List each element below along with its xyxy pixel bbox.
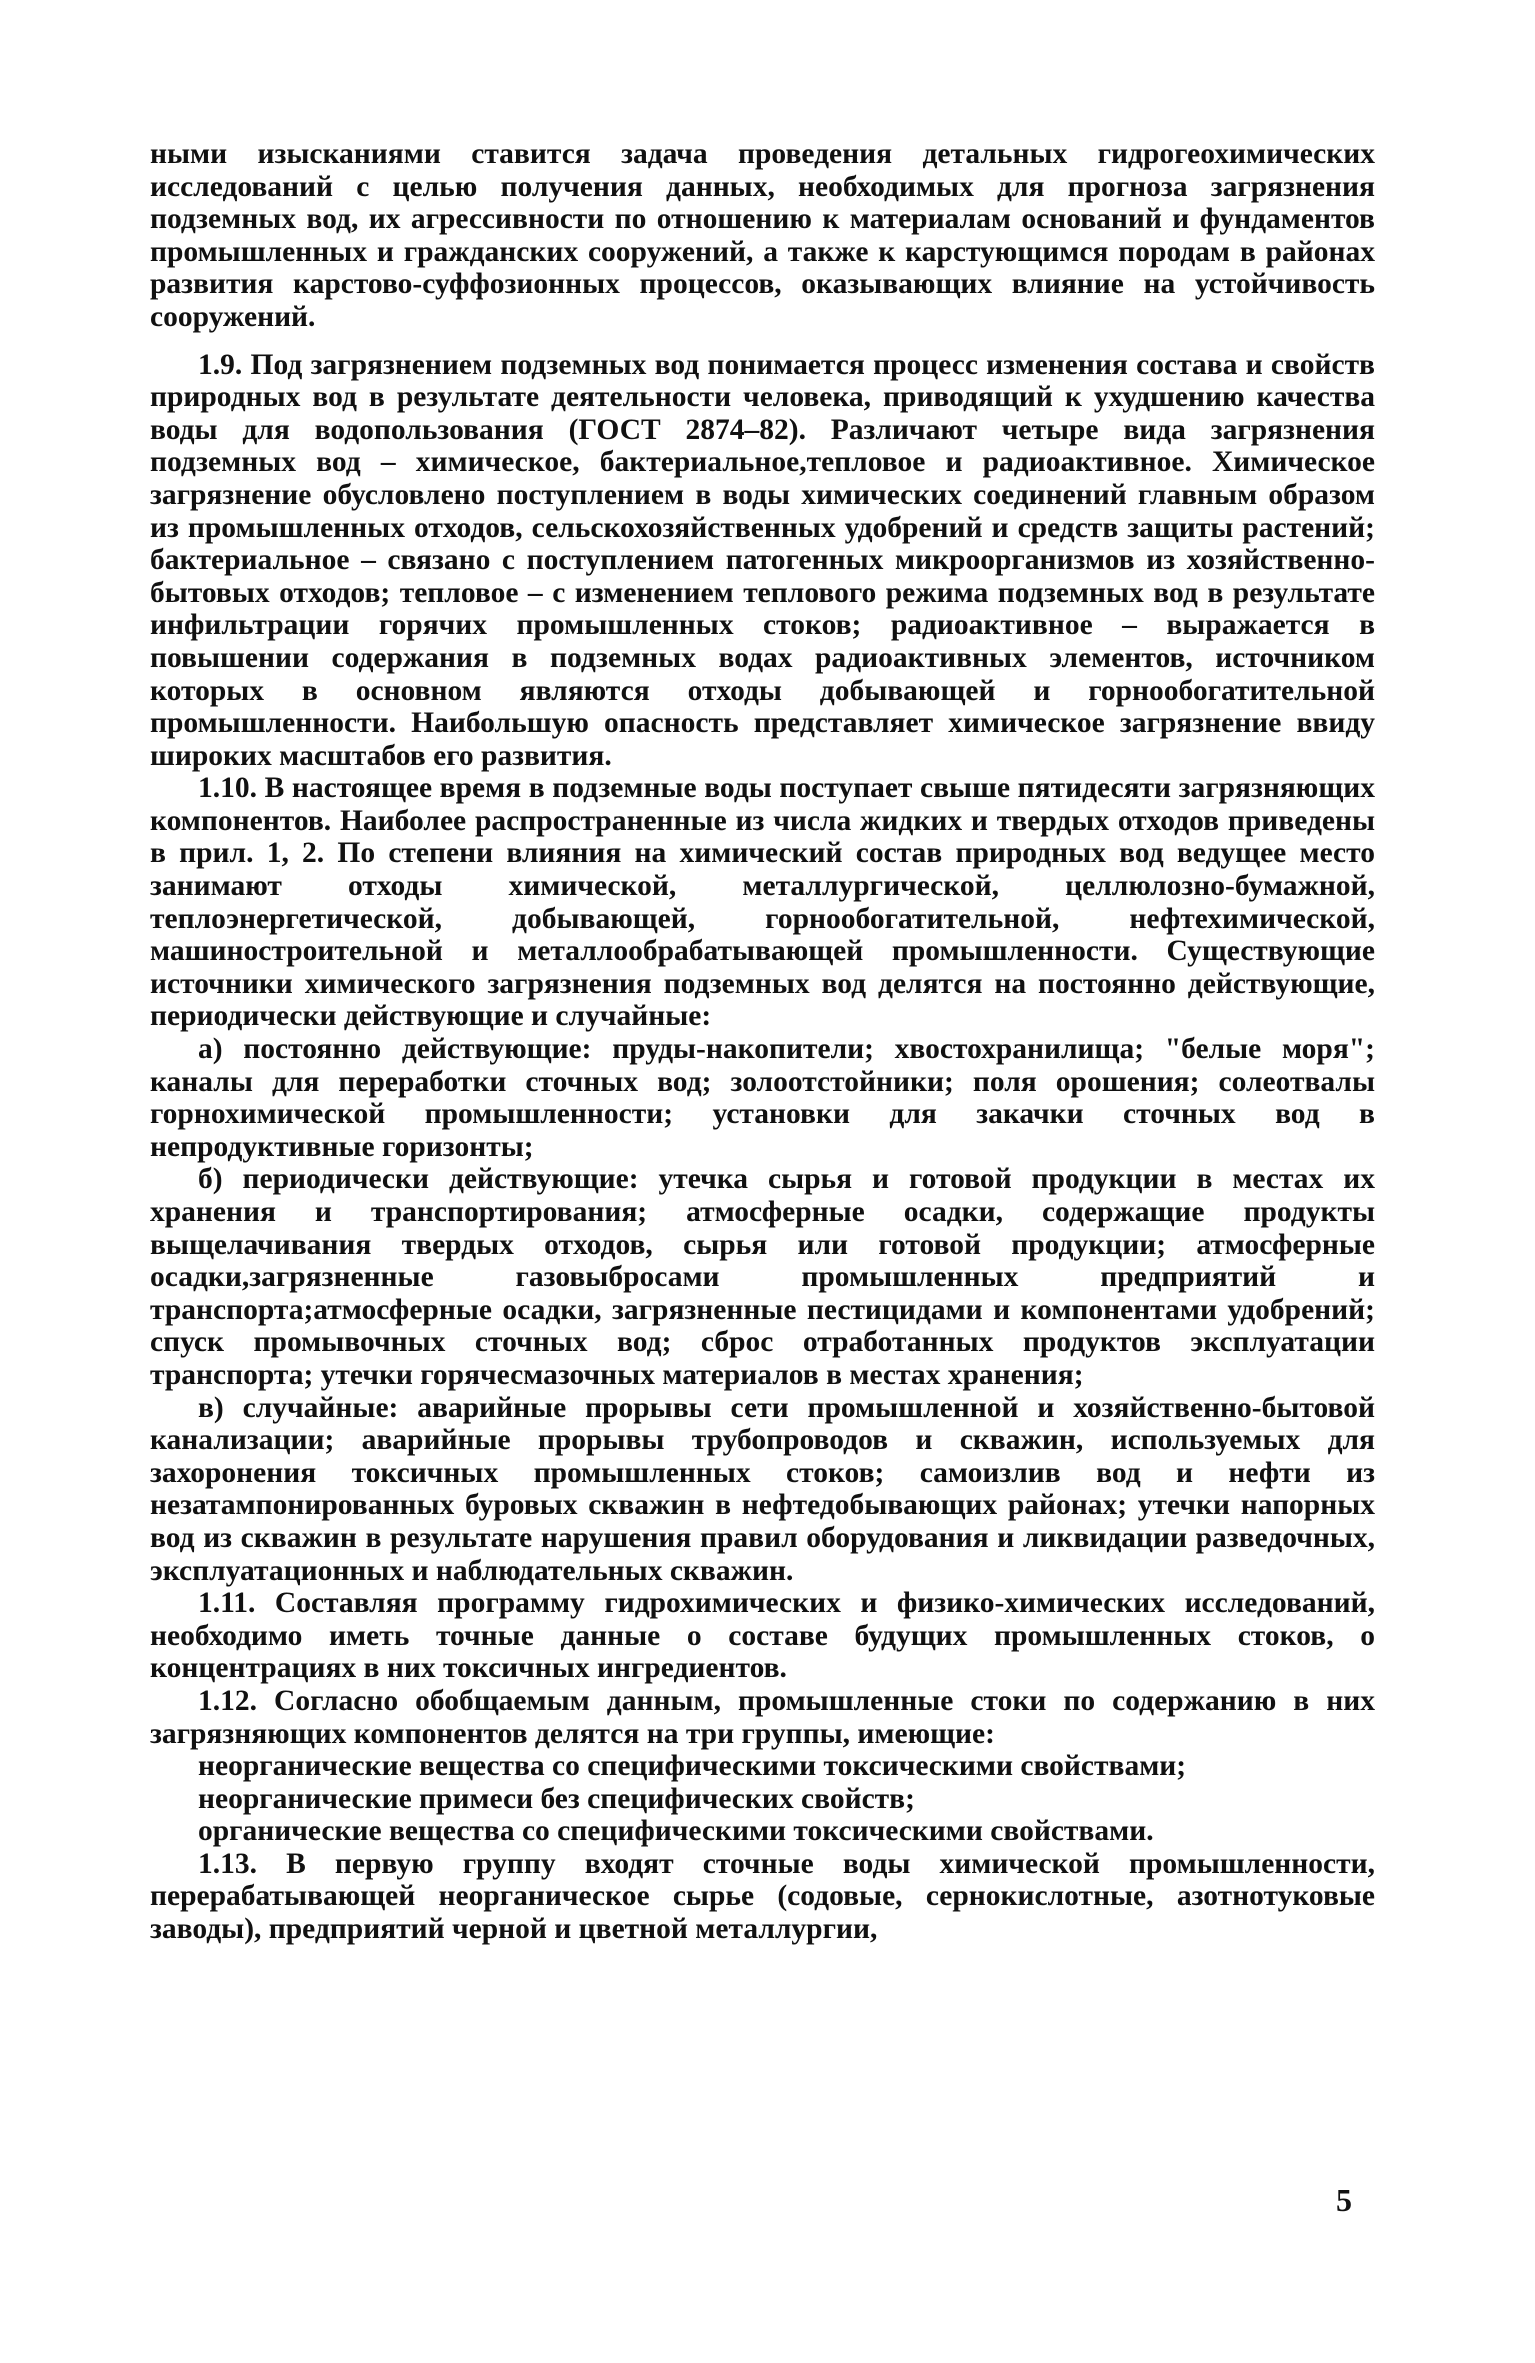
list-item-b: б) периодически действующие: утечка сырья и готовой продукции в местах их хранения и транспортирования; атмосферные осадки, содержащие продукты выщелачивания твердых отходов, сырья или готовой продукции; атмосферные осадки,загрязненные газовыбросами промышленных предприятий и транспорта;атмосферные осадки, загрязненные пестицидами и компонентами удобрений; спуск промывочных сточных вод; сброс отработанных продуктов эксплуатации транспорта; утечки горячесмазочных материалов в местах хранения; (150, 1163, 1375, 1391)
group-item-1: неорганические вещества со специфическими токсическими свойствами; (198, 1750, 1187, 1783)
paragraph-1-13: 1.13. В первую группу входят сточные воды химической промышленности, перерабатывающей неорганическое сырье (содовые, сернокислотные, азотнотуковые заводы), предприятий черной и цветной металлургии, (150, 1847, 1375, 1946)
paragraph-1-9: 1.9. Под загрязнением подземных вод понимается процесс изменения состава и свойств природных вод в результате деятельности человека, приводящий к ухудшению качества воды для водопользования (ГОСТ 2874–82). Различают четыре вида загрязнения подземных вод – химическое, бактериальное,тепловое и радиоактивное. Химическое загрязнение обусловлено поступлением в воды химических соединений главным образом из промышленных отходов, сельскохозяйственных удобрений и средств защиты растений; бактериальное – связано с поступлением патогенных микроорганизмов из хозяйственно-бытовых отходов; тепловое – с изменением теплового режима подземных вод в результате инфильтрации горячих промышленных стоков; радиоактивное – выражается в повышении содержания в подземных водах радиоактивных элементов, источником которых в основном являются отходы добывающей и горнообогатительной промышленности. Наибольшую опасность представляет химическое загрязнение ввиду широких масштабов его развития. (150, 348, 1375, 772)
group-item-3: органические вещества со специфическими токсическими свойствами. (198, 1815, 1154, 1848)
page-number: 5 (1336, 2182, 1352, 2218)
paragraph-1-10: 1.10. В настоящее время в подземные воды поступает свыше пятидесяти загрязняющих компонентов. Наиболее распространенные из числа жидких и твердых отходов приведены в прил. 1, 2. По степени влияния на химический состав природных вод ведущее место занимают отходы химической, металлургической, целлюлозно-бумажной, теплоэнергетической, добывающей, горнообогатительной, нефтехимической, машиностроительной и металлообрабатывающей промышленности. Существующие источники химического загрязнения подземных вод делятся на постоянно действующие, периодически действующие и случайные: (150, 772, 1375, 1033)
group-item-2: неорганические примеси без специфических свойств; (198, 1782, 915, 1815)
list-item-v: в) случайные: аварийные прорывы сети промышленной и хозяйственно-бытовой канализации; аварийные прорывы трубопроводов и скважин, используемых для захоронения токсичных промышленных стоков; самоизлив вод и нефти из незатампонированных буровых скважин в нефтедобывающих районах; утечки напорных вод из скважин в результате нарушения правил оборудования и ликвидации разведочных, эксплуатационных и наблюдательных скважин. (150, 1391, 1375, 1587)
list-item-a: а) постоянно действующие: пруды-накопители; хвостохранилища; "белые моря"; каналы для переработки сточных вод; золоотстойники; поля орошения; солеотвалы горнохимической промышленности; установки для закачки сточных вод в непродуктивные горизонты; (150, 1033, 1375, 1163)
body-text (150, 138, 1375, 1946)
paragraph-1-11: 1.11. Составляя программу гидрохимических и физико-химических исследований, необходимо иметь точные данные о составе будущих промышленных стоков, о концентрациях в них токсичных ингредиентов. (150, 1587, 1375, 1685)
paragraph-intro: ными изысканиями ставится задача проведения детальных гидрогеохимических исследований с целью получения данных, необходимых для прогноза загрязнения подземных вод, их агрессивности по отношению к материалам оснований и фундаментов промышленных и гражданских сооружений, а также к карстующимся породам в районах развития карстово-суффозионных процессов, оказывающих влияние на устойчивость сооружений. (150, 138, 1375, 333)
paragraph-1-12: 1.12. Согласно обобщаемым данным, промышленные стоки по содержанию в них загрязняющих компонентов делятся на три группы, имеющие: (150, 1684, 1375, 1750)
